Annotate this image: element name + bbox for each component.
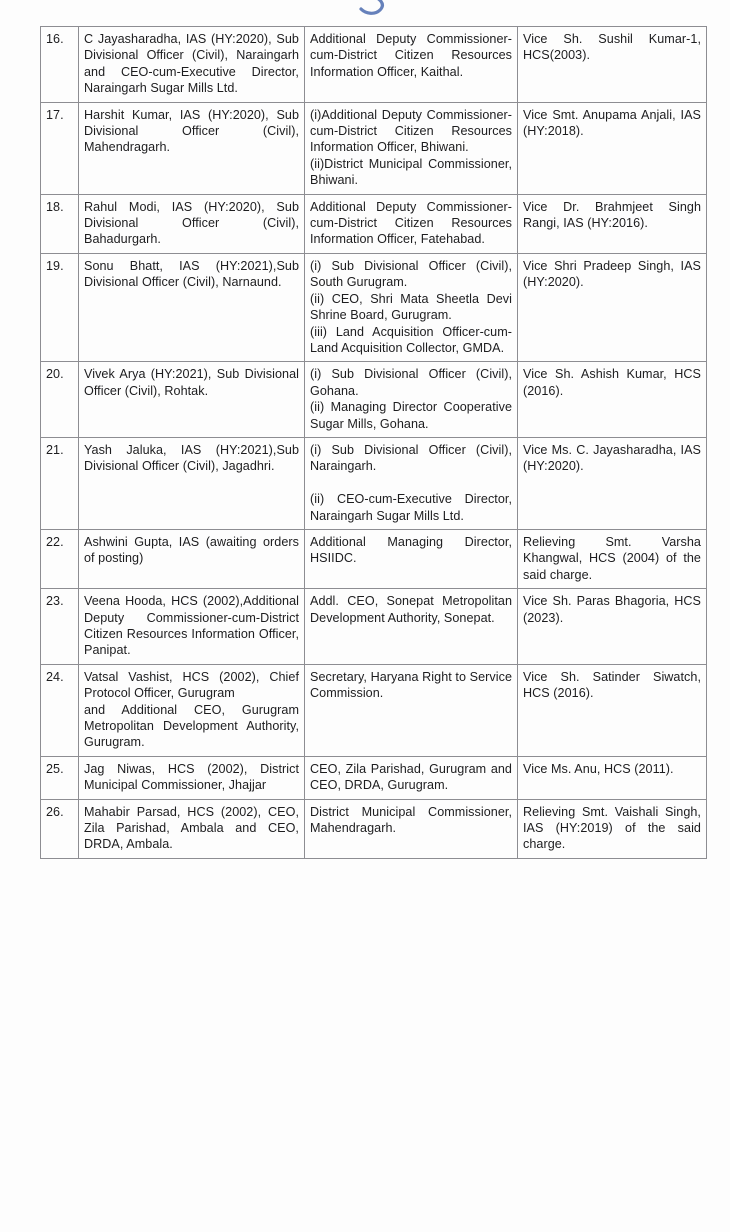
cell-officer-present-posting-paragraph: Yash Jaluka, IAS (HY:2021),Sub Divisional Officer (Civil), Jagadhri. (84, 442, 299, 474)
cell-new-posting (305, 664, 518, 756)
table-row (41, 799, 707, 858)
cell-officer-present-posting (79, 102, 305, 194)
cell-officer-present-posting-paragraph: and Additional CEO, Gurugram Metropolitan Development Authority, Gurugram. (84, 702, 299, 750)
cell-serial-number (41, 362, 79, 438)
cell-new-posting-paragraph: Addl. CEO, Sonepat Metropolitan Development Authority, Sonepat. (310, 594, 512, 625)
table-row (41, 194, 707, 253)
cell-new-posting-paragraph: Secretary, Haryana Right to Service Commission. (310, 669, 512, 701)
cell-new-posting-paragraph: (ii) CEO-cum-Executive Director, Naraingarh Sugar Mills Ltd. (310, 492, 512, 523)
cell-officer-present-posting-paragraph: Vatsal Vashist, HCS (2002), Chief Protocol Officer, Gurugram (84, 669, 299, 701)
table-row (41, 27, 707, 103)
table-row (41, 756, 707, 799)
cell-officer-present-posting-paragraph: Vivek Arya (HY:2021), Sub Divisional Officer (Civil), Rohtak. (84, 367, 299, 398)
cell-officer-present-posting (79, 664, 305, 756)
cell-new-posting-paragraph: (i) Sub Divisional Officer (Civil), Naraingarh. (310, 442, 512, 474)
cell-serial-number (41, 253, 79, 361)
cell-vice-remarks (518, 27, 707, 103)
cell-new-posting-paragraph: (ii) Managing Director Cooperative Sugar Mills, Gohana. (310, 400, 512, 431)
table-row (41, 362, 707, 438)
serial-number-text: 24. (46, 669, 64, 684)
transfer-order-table (40, 26, 707, 859)
serial-number-text: 21. (46, 442, 64, 457)
cell-officer-present-posting (79, 362, 305, 438)
cell-officer-present-posting (79, 756, 305, 799)
table-row (41, 437, 707, 529)
cell-vice-remarks (518, 437, 707, 529)
cell-vice-remarks (518, 664, 707, 756)
cell-vice-remarks-paragraph: Vice Smt. Anupama Anjali, IAS (HY:2018). (523, 107, 701, 139)
cell-vice-remarks-paragraph: Relieving Smt. Varsha Khangwal, HCS (2004) of the said charge. (523, 534, 701, 582)
serial-number-text: 17. (46, 107, 64, 122)
cell-vice-remarks-paragraph: Vice Sh. Ashish Kumar, HCS (2016). (523, 367, 701, 398)
cell-vice-remarks-paragraph: Vice Sh. Satinder Siwatch, HCS (2016). (523, 669, 701, 701)
cell-officer-present-posting-paragraph: Sonu Bhatt, IAS (HY:2021),Sub Divisional Officer (Civil), Narnaund. (84, 258, 299, 290)
cell-new-posting-paragraph: Additional Managing Director, HSIIDC. (310, 534, 512, 566)
serial-number-text: 23. (46, 594, 64, 609)
cell-new-posting (305, 799, 518, 858)
table-row (41, 102, 707, 194)
cell-serial-number (41, 27, 79, 103)
cell-vice-remarks-paragraph: Relieving Smt. Vaishali Singh, IAS (HY:2019) of the said charge. (523, 804, 701, 852)
cell-officer-present-posting-paragraph: Veena Hooda, HCS (2002),Additional Deputy Commissioner-cum-District Citizen Resources Information Officer, Panipat. (84, 594, 299, 658)
cell-vice-remarks-paragraph: Vice Ms. Anu, HCS (2011). (523, 761, 674, 776)
serial-number-text: 22. (46, 534, 64, 549)
table-row (41, 589, 707, 665)
cell-officer-present-posting (79, 589, 305, 665)
cell-vice-remarks (518, 799, 707, 858)
cell-vice-remarks (518, 589, 707, 665)
cell-new-posting (305, 437, 518, 529)
cell-new-posting-paragraph: (iii) Land Acquisition Officer-cum-Land Acquisition Collector, GMDA. (310, 324, 512, 355)
cell-vice-remarks-paragraph: Vice Dr. Brahmjeet Singh Rangi, IAS (HY:2016). (523, 199, 701, 231)
cell-new-posting-paragraph: (ii) CEO, Shri Mata Sheetla Devi Shrine Board, Gurugram. (310, 291, 512, 323)
cell-officer-present-posting (79, 253, 305, 361)
cell-officer-present-posting (79, 529, 305, 588)
cell-serial-number (41, 194, 79, 253)
cell-officer-present-posting-paragraph: C Jayasharadha, IAS (HY:2020), Sub Divisional Officer (Civil), Naraingarh and CEO-cum-Executive Director, Naraingarh Sugar Mills Ltd. (84, 32, 299, 96)
serial-number-text: 19. (46, 258, 64, 273)
cell-serial-number (41, 437, 79, 529)
cell-vice-remarks (518, 529, 707, 588)
cell-new-posting-paragraph: (i) Sub Divisional Officer (Civil), Gohana. (310, 367, 512, 398)
cell-vice-remarks (518, 194, 707, 253)
cell-officer-present-posting-paragraph: Harshit Kumar, IAS (HY:2020), Sub Divisional Officer (Civil), Mahendragarh. (84, 107, 299, 155)
table-body (41, 27, 707, 859)
paragraph-spacer (310, 475, 512, 491)
table-row (41, 253, 707, 361)
serial-number-text: 25. (46, 761, 64, 776)
cell-new-posting (305, 27, 518, 103)
cell-new-posting (305, 362, 518, 438)
cell-new-posting (305, 529, 518, 588)
cell-new-posting-paragraph: CEO, Zila Parishad, Gurugram and CEO, DRDA, Gurugram. (310, 761, 512, 793)
table-row (41, 664, 707, 756)
transfer-order-table-wrapper (40, 26, 706, 859)
cell-new-posting-paragraph: (ii)District Municipal Commissioner, Bhiwani. (310, 156, 512, 188)
cell-vice-remarks-paragraph: Vice Sh. Sushil Kumar-1, HCS(2003). (523, 32, 701, 63)
cell-vice-remarks-paragraph: Vice Sh. Paras Bhagoria, HCS (2023). (523, 594, 701, 625)
cell-serial-number (41, 756, 79, 799)
cell-vice-remarks (518, 102, 707, 194)
cell-officer-present-posting (79, 799, 305, 858)
cell-new-posting-paragraph: Additional Deputy Commissioner-cum-District Citizen Resources Information Officer, Kaithal. (310, 32, 512, 79)
cell-new-posting-paragraph: (i)Additional Deputy Commissioner-cum-District Citizen Resources Information Officer, Bhiwani. (310, 107, 512, 155)
cell-officer-present-posting-paragraph: Ashwini Gupta, IAS (awaiting orders of posting) (84, 534, 299, 566)
cell-new-posting-paragraph: Additional Deputy Commissioner-cum-District Citizen Resources Information Officer, Fatehabad. (310, 199, 512, 247)
cell-officer-present-posting (79, 27, 305, 103)
cell-vice-remarks-paragraph: Vice Shri Pradeep Singh, IAS (HY:2020). (523, 258, 701, 290)
cell-new-posting (305, 756, 518, 799)
cell-serial-number (41, 102, 79, 194)
serial-number-text: 26. (46, 804, 64, 819)
cell-new-posting-paragraph: (i) Sub Divisional Officer (Civil), South Gurugram. (310, 258, 512, 290)
serial-number-text: 16. (46, 32, 64, 46)
cell-serial-number (41, 799, 79, 858)
cell-vice-remarks (518, 253, 707, 361)
cell-new-posting (305, 102, 518, 194)
cell-new-posting (305, 194, 518, 253)
cell-new-posting (305, 589, 518, 665)
cell-vice-remarks (518, 362, 707, 438)
table-row (41, 529, 707, 588)
serial-number-text: 20. (46, 367, 64, 382)
cell-new-posting-paragraph: District Municipal Commissioner, Mahendragarh. (310, 804, 512, 836)
cell-officer-present-posting-paragraph: Mahabir Parsad, HCS (2002), CEO, Zila Parishad, Ambala and CEO, DRDA, Ambala. (84, 804, 299, 852)
cell-vice-remarks (518, 756, 707, 799)
cell-officer-present-posting (79, 194, 305, 253)
cell-officer-present-posting (79, 437, 305, 529)
signature-ink-mark (328, 0, 424, 18)
serial-number-text: 18. (46, 199, 64, 214)
cell-serial-number (41, 664, 79, 756)
cell-serial-number (41, 529, 79, 588)
cell-new-posting (305, 253, 518, 361)
cell-officer-present-posting-paragraph: Jag Niwas, HCS (2002), District Municipal Commissioner, Jhajjar (84, 761, 299, 793)
cell-serial-number (41, 589, 79, 665)
cell-vice-remarks-paragraph: Vice Ms. C. Jayasharadha, IAS (HY:2020). (523, 442, 701, 474)
cell-officer-present-posting-paragraph: Rahul Modi, IAS (HY:2020), Sub Divisional Officer (Civil), Bahadurgarh. (84, 199, 299, 247)
